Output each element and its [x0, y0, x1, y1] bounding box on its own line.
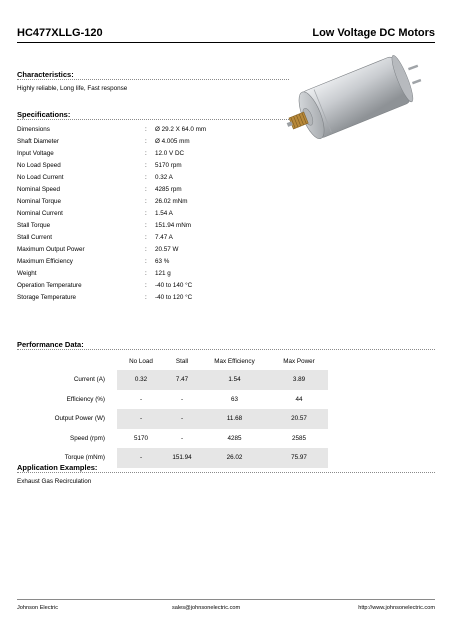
performance-divider [17, 349, 435, 350]
spec-colon: : [145, 174, 147, 181]
spec-colon: : [145, 282, 147, 289]
spec-colon: : [145, 150, 147, 157]
spec-label: No Load Speed [17, 162, 61, 169]
spec-label: Dimensions [17, 126, 50, 133]
table-row [17, 370, 328, 390]
table-row [17, 409, 328, 429]
spec-value: -40 to 120 °C [155, 294, 193, 301]
applications-divider [17, 472, 435, 473]
characteristics-text: Highly reliable, Long life, Fast response [17, 85, 128, 92]
spec-colon: : [145, 234, 147, 241]
spec-row [17, 210, 317, 221]
title-divider [17, 42, 435, 43]
spec-value: 26.02 mNm [155, 198, 188, 205]
table-cell: 1.54 [199, 370, 270, 390]
spec-value: Ø 4.005 mm [155, 138, 190, 145]
spec-row [17, 270, 317, 281]
spec-label: Nominal Torque [17, 198, 61, 205]
performance-table [17, 353, 328, 468]
table-cell: - [139, 395, 143, 403]
spec-colon: : [145, 186, 147, 193]
spec-row [17, 234, 317, 245]
spec-label: Stall Torque [17, 222, 51, 229]
spec-label: No Load Current [17, 174, 64, 181]
table-cell: - [165, 409, 199, 429]
spec-label: Shaft Diameter [17, 138, 59, 145]
table-cell: 20.57 [270, 409, 328, 429]
footer-website-link[interactable]: http://www.johnsonelectric.com [358, 605, 435, 611]
row-label: Current (A) [17, 370, 117, 390]
spec-colon: : [145, 294, 147, 301]
spec-value: 4285 rpm [155, 186, 182, 193]
spec-value: 20.57 W [155, 246, 179, 253]
spec-label: Operation Temperature [17, 282, 82, 289]
table-cell: - [117, 409, 165, 429]
column-header: No Load [129, 358, 153, 365]
spec-label: Maximum Efficiency [17, 258, 73, 265]
product-category: Low Voltage DC Motors [312, 27, 435, 39]
table-cell: 75.97 [270, 448, 328, 468]
spec-value: Ø 29.2 X 64.0 mm [155, 126, 207, 133]
column-header: Stall [175, 358, 189, 365]
applications-text: Exhaust Gas Recirculation [17, 478, 92, 485]
spec-value: 121 g [155, 270, 171, 277]
table-cell: 11.68 [199, 409, 270, 429]
table-cell: 151.94 [165, 448, 199, 468]
spec-row [17, 246, 317, 257]
footer-divider [17, 599, 435, 600]
row-label: Torque (mNm) [17, 448, 117, 468]
applications-heading: Application Examples: [17, 463, 98, 472]
specifications-divider [17, 119, 289, 120]
spec-row [17, 162, 317, 173]
table-cell: 3.89 [270, 370, 328, 390]
row-label: Output Power (W) [17, 409, 117, 429]
spec-colon: : [145, 210, 147, 217]
row-label: Efficiency (%) [66, 395, 105, 403]
spec-row [17, 174, 317, 185]
spec-colon: : [145, 126, 147, 133]
table-cell: 7.47 [165, 370, 199, 390]
spec-value: 0.32 A [155, 174, 173, 181]
table-row [17, 429, 328, 449]
spec-value: 7.47 A [155, 234, 173, 241]
spec-row [17, 282, 317, 293]
table-cell: 44 [295, 395, 303, 403]
spec-row [17, 126, 317, 137]
spec-label: Input Voltage [17, 150, 54, 157]
table-cell: - [180, 434, 184, 442]
column-header: Max Efficiency [214, 358, 255, 365]
table-cell: 63 [230, 395, 238, 403]
footer-company: Johnson Electric [17, 605, 59, 611]
spec-colon: : [145, 222, 147, 229]
spec-colon: : [145, 162, 147, 169]
spec-row [17, 138, 317, 149]
product-model: HC477XLLG-120 [17, 27, 103, 39]
table-header-row [17, 353, 328, 370]
spec-label: Storage Temperature [17, 294, 77, 301]
spec-value: 63 % [155, 258, 170, 265]
specifications-heading: Specifications: [17, 110, 71, 119]
row-label: Speed (rpm) [70, 434, 105, 442]
spec-colon: : [145, 270, 147, 277]
table-cell: 2585 [291, 434, 306, 442]
spec-colon: : [145, 138, 147, 145]
characteristics-divider [17, 79, 289, 80]
spec-colon: : [145, 246, 147, 253]
spec-row [17, 258, 317, 269]
footer-email-link[interactable]: sales@johnsonelectric.com [172, 605, 241, 611]
characteristics-heading: Characteristics: [17, 70, 74, 79]
table-cell: - [180, 395, 184, 403]
table-cell: - [117, 448, 165, 468]
spec-value: 1.54 A [155, 210, 173, 217]
spec-row [17, 294, 317, 305]
spec-colon: : [145, 258, 147, 265]
spec-label: Maximum Output Power [17, 246, 85, 253]
spec-row [17, 198, 317, 209]
table-row [17, 390, 328, 410]
table-cell: 0.32 [117, 370, 165, 390]
column-header: Max Power [283, 358, 315, 365]
spec-label: Nominal Speed [17, 186, 61, 193]
spec-row [17, 222, 317, 233]
table-cell: 5170 [133, 434, 148, 442]
spec-row [17, 150, 317, 161]
spec-value: 151.94 mNm [155, 222, 192, 229]
spec-label: Weight [17, 270, 37, 277]
table-header-blank [17, 353, 117, 370]
spec-value: 5170 rpm [155, 162, 182, 169]
table-cell: 4285 [227, 434, 242, 442]
table-cell: 26.02 [199, 448, 270, 468]
spec-label: Stall Current [17, 234, 52, 241]
spec-row [17, 186, 317, 197]
spec-label: Nominal Current [17, 210, 63, 217]
performance-heading: Performance Data: [17, 340, 84, 349]
spec-colon: : [145, 198, 147, 205]
spec-value: 12.0 V DC [155, 150, 185, 157]
spec-value: -40 to 140 °C [155, 282, 193, 289]
